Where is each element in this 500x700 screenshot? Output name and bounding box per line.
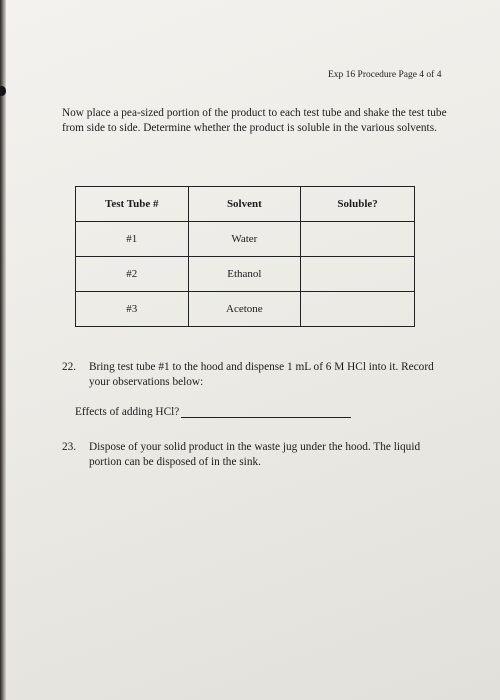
cell-test-tube: #1 xyxy=(76,222,189,257)
page-edge-shadow xyxy=(0,0,6,700)
table-row xyxy=(76,222,415,257)
question-number: 23. xyxy=(62,441,77,453)
effects-label: Effects of adding HCl? xyxy=(75,406,180,418)
effects-prompt xyxy=(75,406,351,418)
question-text: Dispose of your solid product in the waste jug under the hood. The liquid portion can be disposed of in the sink. xyxy=(89,441,421,468)
cell-solvent: Acetone xyxy=(188,292,301,327)
cell-soluble[interactable] xyxy=(301,222,415,257)
cell-solvent: Water xyxy=(188,222,301,257)
header-test-tube: Test Tube # xyxy=(76,187,189,222)
cell-soluble[interactable] xyxy=(301,257,415,292)
table-header-row xyxy=(76,187,415,222)
table-row xyxy=(76,292,415,327)
header-soluble: Soluble? xyxy=(301,187,415,222)
header-solvent: Solvent xyxy=(188,187,301,222)
page-header: Exp 16 Procedure Page 4 of 4 xyxy=(328,70,442,80)
cell-soluble[interactable] xyxy=(301,292,415,327)
question-number: 22. xyxy=(62,361,77,373)
table-row xyxy=(76,257,415,292)
cell-test-tube: #3 xyxy=(76,292,189,327)
question-text: Bring test tube #1 to the hood and dispense 1 mL of 6 M HCl into it. Record your observations below: xyxy=(89,361,434,388)
cell-test-tube: #2 xyxy=(76,257,189,292)
answer-blank[interactable] xyxy=(181,406,351,418)
solubility-table xyxy=(75,186,415,327)
instructions-paragraph: Now place a pea-sized portion of the product to each test tube and shake the test tube from side to side. Determine whether the product is soluble in the various solvents. xyxy=(62,107,447,134)
cell-solvent: Ethanol xyxy=(188,257,301,292)
